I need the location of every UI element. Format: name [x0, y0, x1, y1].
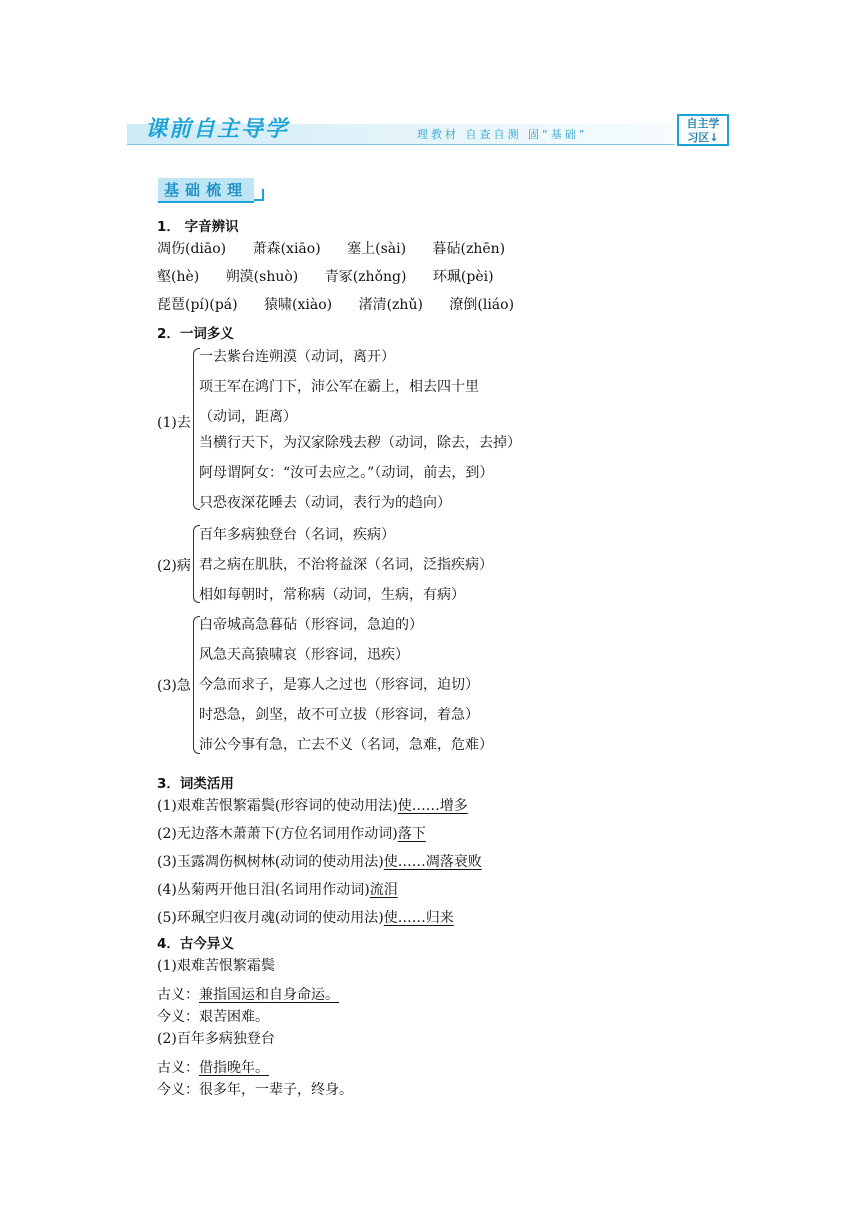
- word-item: 壑(hè): [157, 269, 200, 285]
- modern-meaning: 今义：艰苦困难。: [157, 1009, 269, 1025]
- word-item: 潦倒(liáo): [449, 297, 515, 313]
- group-label-qu: (1)去: [157, 415, 191, 431]
- brace: [193, 348, 200, 510]
- s3-heading: 3．词类活用: [157, 776, 234, 792]
- usage-answer: 使……归来: [383, 910, 454, 926]
- meaning-item: 只恐夜深花睡去（动词，表行为的趋向）: [199, 495, 451, 511]
- banner-title: 课前自主导学: [145, 117, 290, 142]
- word-item: 琵琶(pí)(pá): [157, 297, 238, 313]
- section-tag: [158, 179, 264, 201]
- usage-item: [157, 851, 482, 871]
- meaning-item: 项王军在鸿门下，沛公军在霸上，相去四十里: [199, 379, 479, 395]
- meaning-item: 今急而求子，是寡人之过也（形容词，迫切）: [199, 677, 479, 693]
- s1-row1: [157, 238, 527, 258]
- box-line-1: 自主学: [686, 117, 720, 130]
- word-item: 朔漠(shuò): [225, 269, 299, 285]
- group-label-bing: (2)病: [157, 558, 191, 574]
- word-item: 环珮(pèi): [432, 269, 494, 285]
- usage-text: (4)丛菊两开他日泪(名词用作动词): [157, 882, 370, 898]
- word-item: 猿啸(xiào): [264, 297, 333, 313]
- s2-heading: 2．一词多义: [157, 326, 234, 342]
- word-item: 青冢(zhǒng): [324, 269, 407, 285]
- ancient-label: 古义：: [157, 987, 199, 1003]
- s1-row2: [157, 266, 516, 286]
- usage-item: [157, 795, 468, 815]
- word-item: 凋伤(diāo): [157, 241, 227, 257]
- group-label-ji: (3)急: [157, 678, 191, 694]
- usage-text: (5)环珮空归夜月魂(动词的使动用法): [157, 910, 384, 926]
- meaning-item: 相如每朝时，常称病（动词，生病，有病）: [199, 587, 465, 603]
- usage-item: [157, 879, 398, 899]
- usage-answer: 使……增多: [397, 798, 468, 814]
- self-study-area-link[interactable]: [677, 114, 729, 146]
- meaning-item: 阿母谓阿女：“汝可去应之。”（动词，前去，到）: [199, 465, 494, 481]
- meaning-item: 沛公今事有急，亡去不义（名词，急难，危难）: [199, 737, 493, 753]
- usage-answer: 落下: [397, 826, 426, 842]
- meaning-item: 时恐急，剑坚，故不可立拔（形容词，着急）: [199, 707, 479, 723]
- ancient-text: 兼指国运和自身命运。: [199, 987, 339, 1003]
- section-banner: [127, 112, 735, 148]
- meaning-item: 一去紫台连朔漠（动词，离开）: [199, 349, 395, 365]
- usage-text: (3)玉露凋伤枫树林(动词的使动用法): [157, 854, 384, 870]
- sentence: (2)百年多病独登台: [157, 1031, 275, 1047]
- meaning-item: 风急天高猿啸哀（形容词，迅疾）: [199, 647, 409, 663]
- box-line-2: 习区↓: [687, 131, 719, 144]
- word-item: 暮砧(zhēn): [432, 241, 506, 257]
- word-item: 渚清(zhǔ): [358, 297, 423, 313]
- meaning-item: 当横行天下，为汉家除残去秽（动词，除去，去掉）: [199, 435, 521, 451]
- ancient-label: 古义：: [157, 1060, 199, 1076]
- usage-item: [157, 823, 426, 843]
- usage-answer: 使……凋落衰败: [383, 854, 482, 870]
- usage-answer: 流泪: [369, 882, 398, 898]
- meaning-item: 君之病在肌肤，不治将益深（名词，泛指疾病）: [199, 557, 493, 573]
- s1-heading: 1． 字音辨识: [157, 219, 239, 235]
- word-item: 塞上(sài): [347, 241, 407, 257]
- sentence: (1)艰难苦恨繁霜鬓: [157, 958, 275, 974]
- meaning-item: 白帝城高急暮砧（形容词，急迫的）: [199, 617, 423, 633]
- ancient-text: 借指晚年。: [199, 1060, 269, 1076]
- usage-item: [157, 907, 454, 927]
- modern-meaning: 今义：很多年，一辈子，终身。: [157, 1082, 353, 1098]
- ancient-meaning: [157, 984, 339, 1004]
- ancient-meaning: [157, 1057, 269, 1077]
- usage-text: (1)艰难苦恨繁霜鬓(形容词的使动用法): [157, 798, 398, 814]
- section-tag-tail: [254, 189, 264, 201]
- section-tag-label: 基础梳理: [158, 178, 254, 203]
- meaning-item: 百年多病独登台（名词，疾病）: [199, 527, 395, 543]
- usage-text: (2)无边落木萧萧下(方位名词用作动词): [157, 826, 398, 842]
- s1-row3: [157, 294, 536, 314]
- s4-heading: 4．古今异义: [157, 936, 234, 952]
- banner-subtitle: 理教材 自查自测 固“基础”: [417, 128, 588, 141]
- meaning-item: （动词，距离）: [199, 409, 297, 425]
- word-item: 萧森(xiāo): [252, 241, 321, 257]
